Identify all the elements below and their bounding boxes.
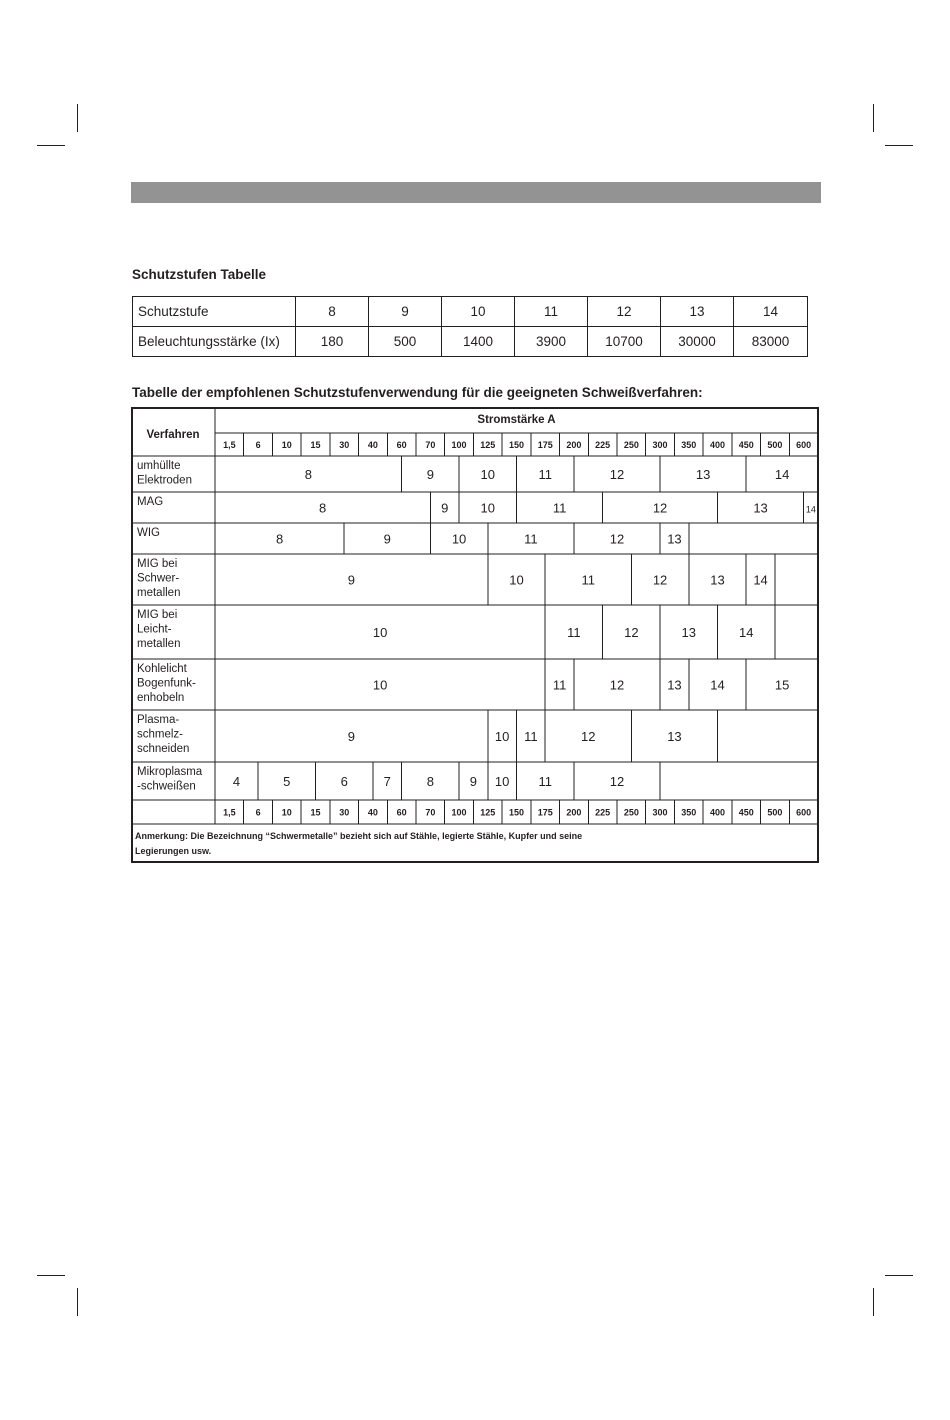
protection-level-label: 12 [652, 500, 668, 516]
top-tick-label: 60 [396, 440, 407, 450]
protection-level-label: 11 [581, 572, 596, 588]
top-tick-label: 100 [451, 440, 467, 450]
top-tick-label: 200 [566, 440, 582, 450]
protection-level-label: 13 [710, 572, 725, 588]
bottom-tick-label: 300 [652, 807, 668, 818]
note-text: Legierungen usw. [135, 846, 212, 856]
protection-level-label: 10 [480, 500, 496, 516]
protection-level-label: 11 [524, 531, 538, 547]
protection-level-label: 10 [494, 729, 510, 744]
process-label: Schwer- [137, 572, 180, 585]
process-label: Bogenfunk- [137, 677, 196, 690]
bottom-tick-label: 600 [796, 807, 812, 818]
welding-usage-table [131, 406, 821, 864]
protection-level-label: 14 [805, 504, 816, 515]
top-tick-label: 225 [595, 440, 611, 450]
bottom-tick-label: 10 [281, 807, 292, 818]
protection-level-label: 13 [667, 677, 682, 693]
bottom-tick-label: 225 [595, 807, 611, 818]
table-cell: 500 [369, 327, 442, 357]
current-axis-title: Stromstärke A [477, 414, 556, 426]
protection-level-label: 9 [383, 531, 391, 547]
table-cell: Schutzstufe [133, 297, 296, 327]
protection-level-label: 8 [319, 500, 327, 516]
protection-level-label: 10 [494, 774, 510, 789]
protection-level-label: 10 [372, 677, 388, 693]
process-label: MAG [137, 496, 164, 508]
bottom-tick-label: 125 [480, 807, 496, 818]
protection-level-label: 8 [426, 774, 434, 789]
protection-level-label: 11 [538, 467, 552, 482]
protection-level-label: 13 [667, 729, 682, 744]
crop-mark-bottom-right-vertical [873, 1288, 874, 1316]
protection-level-label: 12 [581, 729, 596, 744]
protection-level-label: 13 [667, 531, 682, 547]
table-frame [132, 408, 818, 862]
table-cell: 12 [588, 297, 661, 327]
crop-mark-bottom-left-horizontal [37, 1275, 65, 1276]
table-cell: 1400 [442, 327, 515, 357]
process-label: -schweißen [137, 780, 196, 793]
process-label: Elektroden [137, 474, 192, 487]
bottom-tick-label: 6 [255, 807, 261, 818]
crop-mark-top-left-horizontal [37, 145, 65, 146]
protection-level-label: 14 [774, 467, 790, 482]
process-label: umhüllte [137, 460, 181, 472]
bottom-tick-label: 450 [738, 807, 754, 818]
protection-level-table [132, 296, 808, 357]
bottom-tick-label: 350 [681, 807, 697, 818]
table-cell: 180 [296, 327, 369, 357]
table-cell: 83000 [734, 327, 808, 357]
protection-level-label: 10 [480, 467, 496, 482]
protection-level-label: 10 [451, 531, 467, 547]
process-label: schneiden [137, 743, 190, 755]
top-tick-label: 125 [480, 440, 496, 450]
top-tick-label: 6 [255, 440, 261, 450]
table-cell: 30000 [661, 327, 734, 357]
illuminance-row [133, 327, 808, 357]
protection-level-label: 12 [609, 677, 625, 693]
table-cell: 10 [442, 297, 515, 327]
table-cell: Beleuchtungsstärke (Ix) [133, 327, 296, 357]
protection-level-label: 11 [552, 500, 567, 516]
note-text: Anmerkung: Die Bezeichnung “Schwermetalle” bezieht sich auf Stähle, legierte Stähle, Kupfer und seine [135, 831, 583, 841]
crop-mark-top-right-horizontal [885, 145, 913, 146]
protection-level-label: 9 [426, 467, 434, 482]
protection-level-label: 14 [753, 572, 768, 588]
process-label: metallen [137, 638, 181, 650]
process-label: Plasma- [137, 714, 180, 726]
table-cell: 11 [515, 297, 588, 327]
top-tick-label: 500 [767, 440, 783, 450]
bottom-tick-label: 150 [508, 807, 525, 818]
protection-level-label: 9 [441, 500, 449, 516]
bottom-tick-label: 175 [537, 807, 553, 818]
bottom-tick-label: 15 [310, 807, 321, 818]
top-tick-label: 350 [681, 440, 697, 450]
table-cell: 14 [734, 297, 808, 327]
protection-level-label: 11 [524, 729, 538, 744]
bottom-tick-label: 70 [425, 807, 436, 818]
bottom-tick-label: 40 [367, 807, 378, 818]
top-tick-label: 30 [339, 440, 350, 450]
process-column-header: Verfahren [146, 429, 200, 441]
protection-level-label: 5 [283, 774, 291, 789]
protection-level-label: 13 [753, 500, 768, 516]
welding-usage-table-svg [131, 406, 821, 864]
header-bar [131, 182, 821, 203]
process-label: Kohlelicht [137, 663, 187, 675]
bottom-tick-label: 1,5 [223, 807, 236, 818]
protection-level-label: 8 [275, 531, 284, 547]
crop-mark-top-right-vertical [873, 104, 874, 132]
top-tick-label: 450 [738, 440, 754, 450]
bottom-tick-label: 500 [767, 807, 783, 818]
process-label: MIG bei [137, 558, 178, 570]
process-label: enhobeln [137, 692, 185, 704]
process-label: Leicht- [137, 623, 172, 636]
top-tick-label: 400 [709, 440, 726, 450]
protection-level-label: 8 [304, 467, 312, 482]
protection-level-label: 12 [624, 625, 639, 640]
protection-level-row [133, 297, 808, 327]
bottom-tick-label: 30 [339, 807, 350, 818]
top-tick-label: 175 [537, 440, 553, 450]
protection-level-label: 9 [347, 572, 356, 588]
protection-table-heading: Schutzstufen Tabelle [132, 267, 267, 282]
table-cell: 10700 [588, 327, 661, 357]
protection-level-label: 9 [347, 729, 356, 744]
protection-level-label: 13 [681, 625, 697, 640]
protection-level-label: 11 [552, 677, 567, 693]
protection-level-label: 12 [652, 572, 668, 588]
process-label: schmelz- [137, 728, 184, 741]
top-tick-label: 40 [367, 440, 378, 450]
process-label: WIG [137, 527, 160, 539]
top-tick-label: 250 [623, 440, 639, 450]
crop-mark-bottom-right-horizontal [885, 1275, 913, 1276]
bottom-tick-label: 100 [451, 807, 467, 818]
table-cell: 9 [369, 297, 442, 327]
top-tick-label: 150 [508, 440, 525, 450]
protection-level-label: 12 [609, 531, 625, 547]
protection-level-label: 14 [710, 677, 725, 693]
protection-level-label: 4 [232, 774, 241, 789]
protection-level-label: 12 [609, 774, 625, 789]
process-label: metallen [137, 587, 181, 599]
protection-level-label: 15 [774, 677, 790, 693]
protection-level-label: 6 [340, 774, 348, 789]
protection-level-label: 14 [738, 625, 754, 640]
top-tick-label: 600 [796, 440, 812, 450]
protection-level-label: 11 [538, 774, 552, 789]
table-cell: 8 [296, 297, 369, 327]
top-tick-label: 10 [281, 440, 292, 450]
protection-level-label: 12 [609, 467, 625, 482]
table-cell: 3900 [515, 327, 588, 357]
top-tick-label: 1,5 [223, 440, 236, 450]
process-label: Mikroplasma [137, 766, 203, 778]
top-tick-label: 300 [652, 440, 668, 450]
protection-level-label: 10 [372, 625, 388, 640]
protection-level-label: 11 [567, 625, 581, 640]
usage-table-heading: Tabelle der empfohlenen Schutzstufenverwendung für die geeigneten Schweißverfahren: [132, 385, 703, 400]
bottom-tick-label: 200 [566, 807, 582, 818]
crop-mark-bottom-left-vertical [77, 1288, 78, 1316]
bottom-tick-label: 60 [396, 807, 407, 818]
bottom-tick-label: 250 [623, 807, 639, 818]
protection-level-label: 9 [469, 774, 478, 789]
crop-mark-top-left-vertical [77, 104, 78, 132]
protection-level-label: 10 [509, 572, 524, 588]
top-tick-label: 15 [310, 440, 321, 450]
bottom-tick-label: 400 [709, 807, 726, 818]
top-tick-label: 70 [425, 440, 436, 450]
table-cell: 13 [661, 297, 734, 327]
protection-level-label: 7 [383, 774, 391, 789]
protection-level-label: 13 [695, 467, 711, 482]
process-label: MIG bei [137, 609, 178, 621]
